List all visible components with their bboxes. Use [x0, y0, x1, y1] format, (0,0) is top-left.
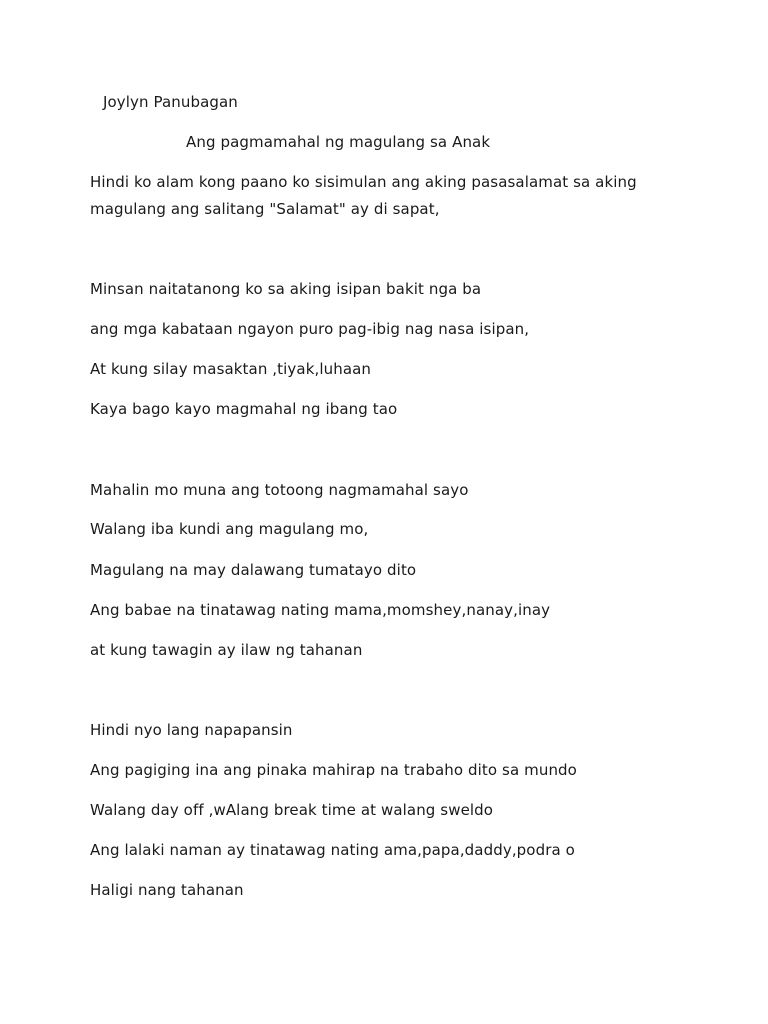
- stanza-line: Haligi nang tahanan: [90, 881, 244, 899]
- intro-line: magulang ang salitang "Salamat" ay di sapat,: [90, 200, 440, 218]
- stanza-line: Ang babae na tinatawag nating mama,momshey,nanay,inay: [90, 601, 551, 619]
- stanza-line: Ang lalaki naman ay tinatawag nating ama,papa,daddy,podra o: [90, 841, 575, 859]
- intro-line: Hindi ko alam kong paano ko sisimulan ang aking pasasalamat sa aking: [90, 173, 637, 191]
- document-title: Ang pagmamahal ng magulang sa Anak: [186, 133, 491, 151]
- author-name: Joylyn Panubagan: [103, 93, 238, 111]
- stanza-line: Kaya bago kayo magmahal ng ibang tao: [90, 400, 398, 418]
- stanza-line: ang mga kabataan ngayon puro pag-ibig nag nasa isipan,: [90, 320, 530, 338]
- stanza-line: Walang iba kundi ang magulang mo,: [90, 520, 369, 538]
- stanza-line: Walang day off ,wAlang break time at walang sweldo: [90, 801, 494, 819]
- stanza-line: Minsan naitatanong ko sa aking isipan bakit nga ba: [90, 280, 482, 298]
- stanza-line: Mahalin mo muna ang totoong nagmamahal sayo: [90, 481, 469, 499]
- stanza-line: Magulang na may dalawang tumatayo dito: [90, 561, 417, 579]
- stanza-line: at kung tawagin ay ilaw ng tahanan: [90, 641, 363, 659]
- stanza-line: At kung silay masaktan ,tiyak,luhaan: [90, 360, 372, 378]
- stanza-line: Ang pagiging ina ang pinaka mahirap na trabaho dito sa mundo: [90, 761, 577, 779]
- stanza-line: Hindi nyo lang napapansin: [90, 721, 293, 739]
